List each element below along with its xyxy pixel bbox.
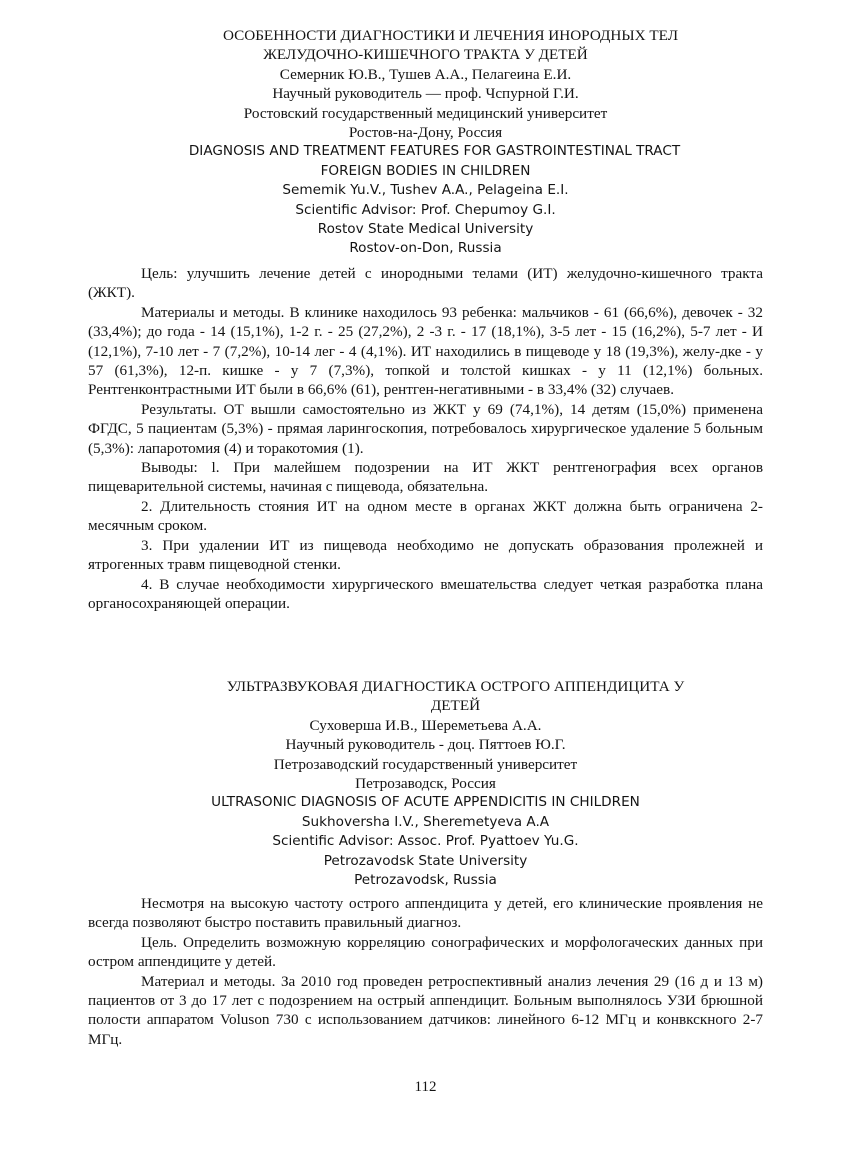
article-1-paragraph: 4. В случае необходимости хирургического вмешательства следует четкая разработка плана органосохраняющей операции. [88,575,763,612]
article-1-paragraph: Материалы и методы. В клинике находилось 93 ребенка: мальчиков - 61 (66,6%), девочек - 32 (33,4%); до года - 14 (15,1%), 1-2 г. - 25 (27,2%), 2 -3 г. - 17 (18,1%), 3-5 лет - 15 (16,2%), 5-7 лет - И (12,1%), 7-10 лет - 7 (7,2%), 10-14 лег - 4 (4,1%). ИТ находились в пищеводе у 18 (19,3%), желу-дке - у 57 (61,3%), 12-п. кишке - у 7 (7,3%), топкой и толстой кишках - у 11 (12,1%) больных. Рентгенконтрастными ИТ были в 66,6% (61), рентген-негативными - в 33,4% (32) случаев. [88,303,763,399]
article-1-advisor-en: Scientific Advisor: Prof. Chepumoy G.I. [295,201,556,218]
article-1-advisor-ru: Научный руководитель — проф. Чспурной Г.И. [272,85,579,103]
article-1-university-ru: Ростовский государственный медицинский университет [243,104,608,122]
article-2-title-ru-line-1: УЛЬТРАЗВУКОВАЯ ДИАГНОСТИКА ОСТРОГО АППЕНДИЦИТА У [226,678,685,695]
article-1-authors-ru: Семерник Ю.В., Тушев А.А., Пелагеина Е.И. [279,65,572,83]
article-1-paragraph: Цель: улучшить лечение детей с инородными телами (ИТ) желудочно-кишечного тракта (ЖКТ). [88,265,763,302]
article-2-title-en: ULTRASONIC DIAGNOSIS OF ACUTE APPENDICITIS IN CHILDREN [211,794,640,811]
article-2-city-ru: Петрозаводск, Россия [355,775,496,793]
article-2-city-en: Petrozavodsk, Russia [354,872,497,889]
article-1-city-en: Rostov-on-Don, Russia [349,240,502,257]
article-1-title-ru-line-2: ЖЕЛУДОЧНО-КИШЕЧНОГО ТРАКТА У ДЕТЕЙ [263,46,588,64]
article-2-header [88,677,763,890]
article-2-body [88,894,763,1049]
article-1-paragraph: Результаты. ОТ вышли самостоятельно из ЖКТ у 69 (74,1%), 14 детям (15,0%) применена ФГДС, 5 пациентам (5,3%) - прямая ларингоскопия, потребовалось хирургическое удаление 5 больным (5,3%): лапаротомия (4) и торакотомия (1). [88,400,763,457]
article-2-authors-en: Sukhoversha I.V., Sheremetyeva A.A [301,813,550,830]
article-1-university-en: Rostov State Medical University [317,221,534,238]
article-2-paragraph: Несмотря на высокую частоту острого аппендицита у детей, его клинические проявления не всегда позволяют быстро поставить правильный диагноз. [88,895,763,932]
article-2-paragraph: Цель. Определить возможную корреляцию сонографических и морфологачеcких данных при остром аппендиците у детей. [88,933,763,971]
article-1-city-ru: Ростов-на-Дону, Россия [348,124,503,142]
article-2-advisor-en: Scientific Advisor: Assoc. Prof. Pyattoev Yu.G. [272,833,579,850]
article-1-paragraph: 2. Длительность стояния ИТ на одном месте в органах ЖКТ должна быть ограничена 2-месячным сроком. [88,497,763,535]
article-1-title-ru-line-1: ОСОБЕННОСТИ ДИАГНОСТИКИ И ЛЕЧЕНИЯ ИНОРОДНЫХ ТЕЛ [222,27,679,44]
article-1-title-en-line-2: FOREIGN BODIES IN CHILDREN [320,162,531,179]
article-1-header [88,26,763,259]
article-2-authors-ru: Суховерша И.В., Шереметьева А.А. [309,716,542,734]
article-2-university-ru: Петрозаводский государственный университет [273,755,578,773]
article-2-title-ru-line-2: ДЕТЕЙ [430,697,481,715]
article-1-title-en-line-1: DIAGNOSIS AND TREATMENT FEATURES FOR GASTROINTESTINAL TRACT [188,143,681,160]
article-2-university-en: Petrozavodsk State University [323,852,528,869]
article-1-authors-en: Sememik Yu.V., Tushev A.A., Pelageina E.I. [282,182,569,199]
article-2-advisor-ru: Научный руководитель - доц. Пяттоев Ю.Г. [285,736,566,754]
page-number: 112 [414,1079,437,1095]
article-1-paragraph: Выводы: l. При малейшем подозрении на ИТ ЖКТ рентгенография всех органов пищеварительной системы, начиная с пищевода, обязательна. [88,459,763,496]
article-2-paragraph: Материал и методы. За 2010 год проведен ретроспективный анализ лечения 29 (16 д и 13 м) пациентов от 3 до 17 лет с подозрением на острый аппендицит. Больным выполнялось УЗИ брюшной полости аппаратом Voluson 730 с использованием датчиков: линейного 6-12 МГц и конвкскного 2-7 МГц. [88,972,763,1048]
article-1-paragraph: 3. При удалении ИТ из пищевода необходимо не допускать образования пролежней и ятрогенных травм пищеводной стенки. [88,536,763,574]
article-1-body [88,264,763,613]
